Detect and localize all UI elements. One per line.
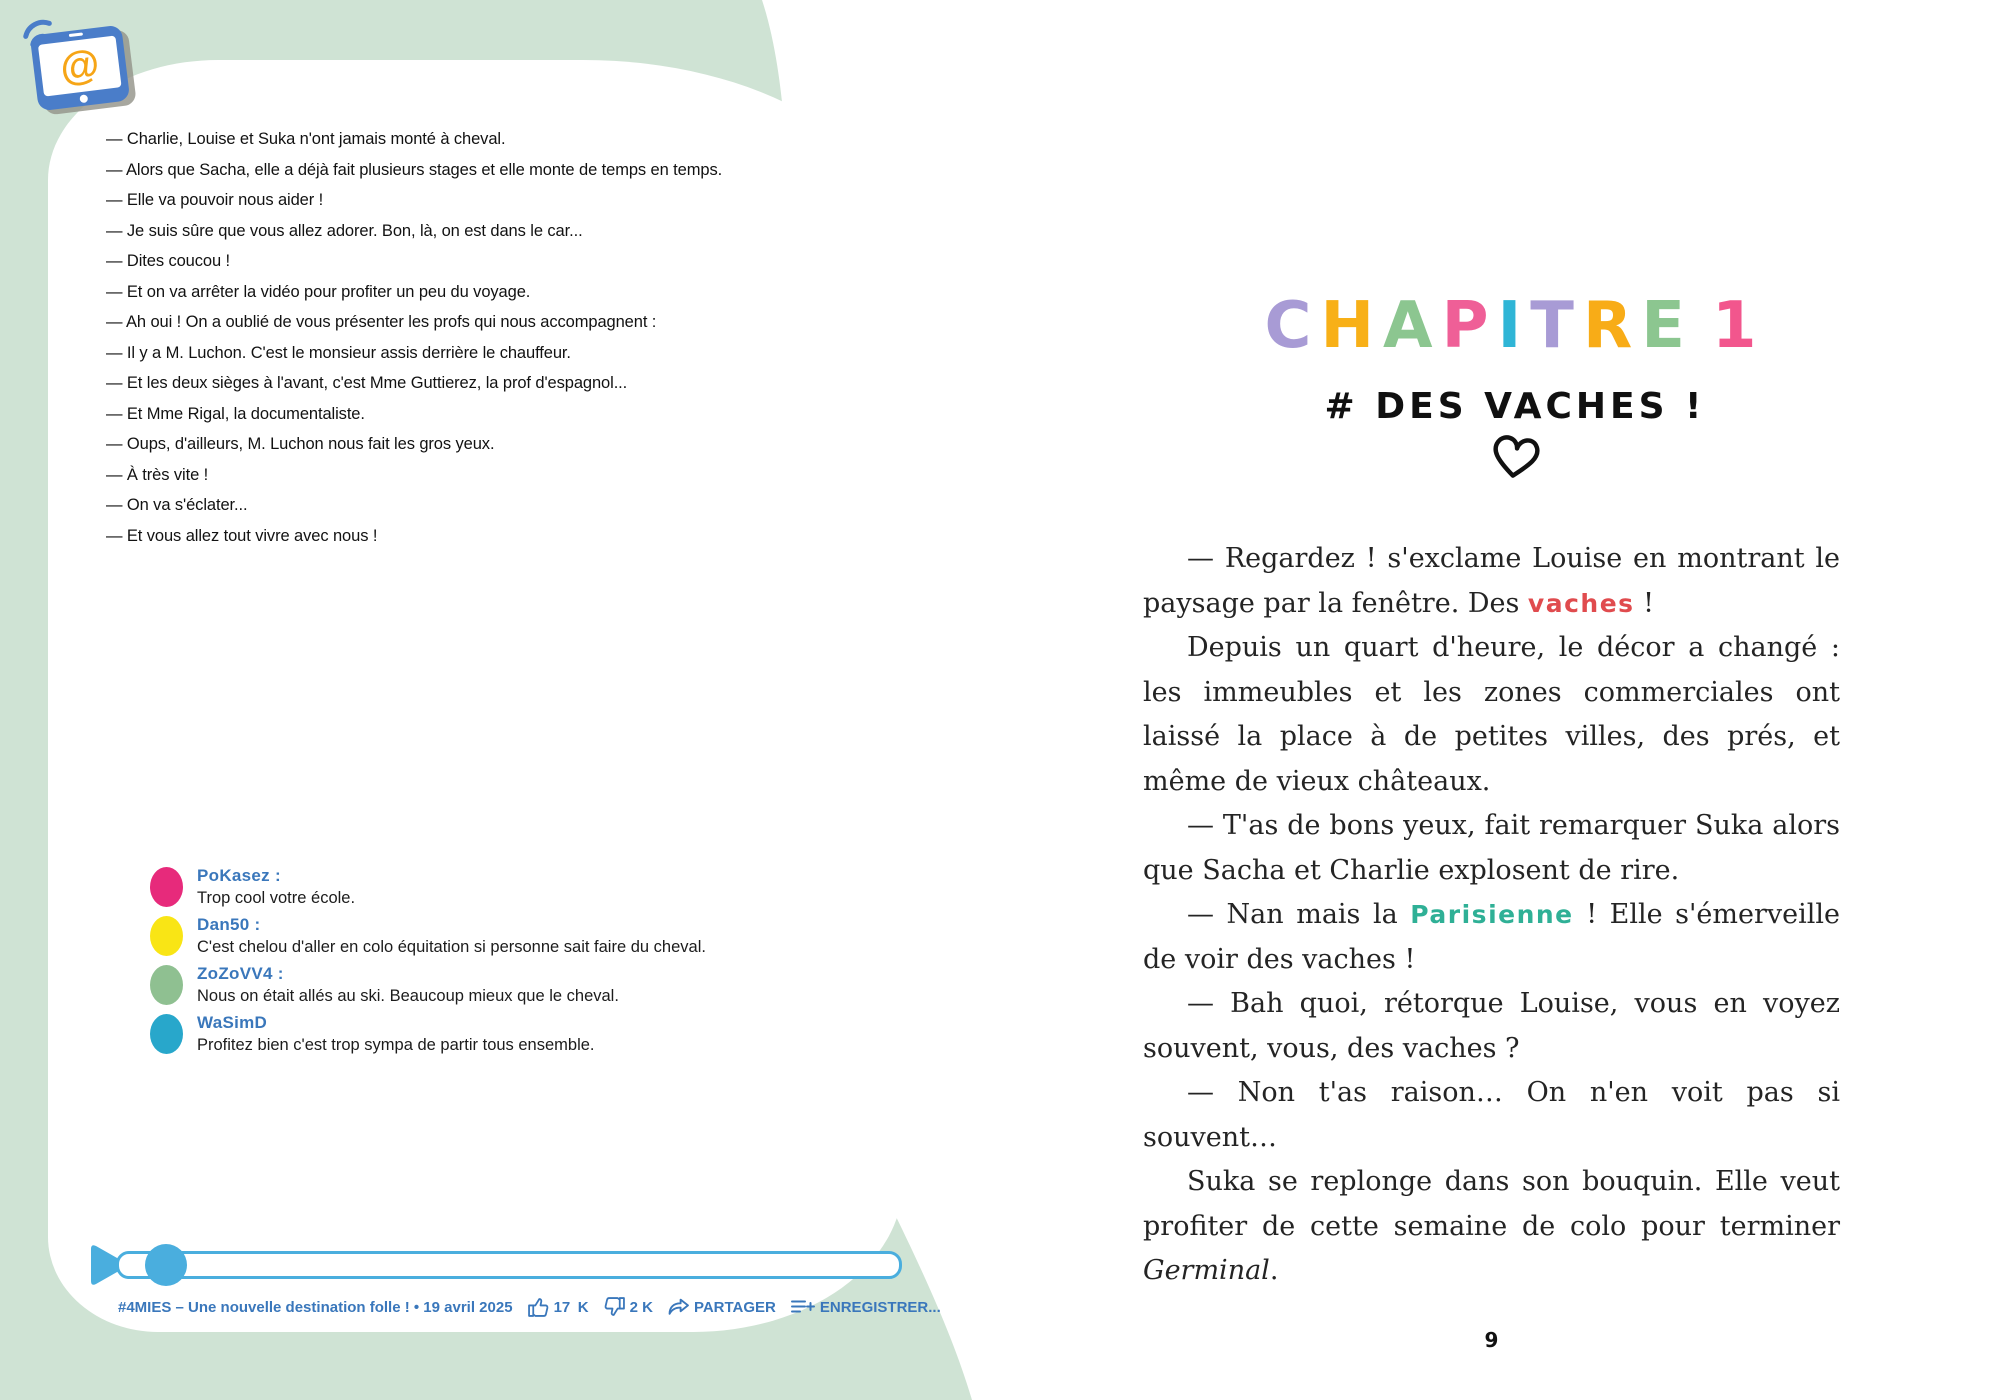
body-paragraph [1143,982,1840,1071]
highlighted-word: Parisienne [1410,900,1574,929]
dialogue-line: — Et les deux sièges à l'avant, c'est Mme Guttierez, la prof d'espagnol... [106,374,628,392]
chapter-title-letter: C [1264,289,1321,363]
body-paragraph [1143,537,1840,626]
body-text: Suka se replonge dans son bouquin. Elle veut profiter de cette semaine de colo pour terminer [1143,1166,1840,1242]
body-paragraph [1143,1160,1840,1294]
thumb-up-icon [528,1297,549,1317]
dialogue-line: — Charlie, Louise et Suka n'ont jamais monté à cheval. [106,130,506,148]
body-text: — Non t'as raison… On n'en voit pas si souvent… [1143,1077,1840,1153]
video-meta-bar [118,1297,941,1317]
body-paragraph [1143,626,1840,804]
body-text: — T'as de bons yeux, fait remarquer Suka alors que Sacha et Charlie explosent de rire. [1143,810,1840,886]
dialogue-line: — Dites coucou ! [106,252,231,270]
comment-content [197,964,619,1006]
comment-content [197,866,355,908]
comment-text: C'est chelou d'aller en colo équitation si personne sait faire du cheval. [197,938,706,956]
chapter-body [1143,537,1840,1294]
chapter-title-letter: 1 [1711,289,1766,363]
tablet-home-button [79,94,88,103]
like-button[interactable] [528,1297,589,1317]
body-text: . [1269,1255,1279,1286]
comment-text: Nous on était allés au ski. Beaucoup mieux que le cheval. [197,987,619,1005]
at-sign-glyph: @ [57,41,102,91]
dislike-count: 2 K [629,1298,653,1316]
chapter-title-letter: E [1641,289,1694,363]
share-button[interactable] [668,1298,776,1316]
comment-text: Trop cool votre école. [197,889,356,907]
like-count: 17 K [553,1298,589,1316]
comment-username: Dan50 : [197,915,261,934]
chapter-title-letter: P [1441,289,1498,363]
share-arrow-icon [668,1298,689,1316]
dialogue-line: — Ah oui ! On a oublié de vous présenter les profs qui nous accompagnent : [106,313,657,331]
chapter-title-letter: I [1497,289,1531,363]
comment-item [150,964,850,1006]
comments-list [150,866,850,1055]
highlighted-word: Germinal [1143,1255,1270,1286]
progress-knob[interactable] [145,1244,187,1286]
dialogue-line: — Et vous allez tout vivre avec nous ! [106,526,378,545]
body-text: ! [1634,587,1654,619]
dialogue-line: — Et Mme Rigal, la documentaliste. [106,404,365,423]
playlist-add-icon [791,1299,815,1316]
comment-content [197,915,706,957]
body-paragraph [1143,1071,1840,1160]
chapter-title-letter: H [1320,289,1384,363]
dialogue-line: — Alors que Sacha, elle a déjà fait plusieurs stages et elle monte de temps en temps. [106,160,723,179]
dialogue-line: — Et on va arrêter la vidéo pour profiter un peu du voyage. [106,282,531,301]
progress-bar[interactable] [116,1251,902,1279]
dialogue-block [106,124,731,551]
highlighted-word: vaches [1527,588,1635,618]
body-text: — Bah quoi, rétorque Louise, vous en voyez souvent, vous, des vaches ? [1143,988,1840,1064]
tablet-at-icon [30,25,131,112]
share-label: PARTAGER [693,1298,776,1316]
body-text: — Nan mais la [1187,899,1411,930]
video-title: #4MIES – Une nouvelle destination folle ! • 19 avril 2025 [118,1298,513,1316]
chapter-title-letter: A [1383,289,1442,363]
dialogue-line: — On va s'éclater... [106,496,248,514]
body-text: ! Elle s'émerveille de voir des vaches ! [1143,899,1840,975]
comment-avatar [150,867,183,907]
body-text: Depuis un quart d'heure, le décor a changé : les immeubles et les zones commerciales ont laissé la place à de petites villes, des prés, et même de vieux châteaux. [1143,632,1840,797]
dialogue-line: — À très vite ! [106,465,209,484]
body-paragraph [1143,804,1840,893]
tablet-camera [69,32,83,37]
dialogue-line: — Elle va pouvoir nous aider ! [106,191,324,209]
chapter-title [1143,289,1887,363]
comment-username: ZoZoVV4 : [197,964,284,983]
tablet-screen [38,35,122,96]
body-paragraph [1143,893,1840,982]
dislike-button[interactable] [604,1297,653,1317]
page-number: 9 [1484,1328,1499,1352]
chapter-title-letter: T [1530,289,1583,363]
chapter-title-letter: R [1582,289,1642,363]
dialogue-line: — Je suis sûre que vous allez adorer. Bon, là, on est dans le car... [106,221,583,240]
comment-item [150,1013,850,1055]
comment-username: WaSimD [197,1013,268,1032]
save-label: ENREGISTRER... [819,1298,941,1316]
body-text: — Regardez ! s'exclame Louise en montrant le paysage par la fenêtre. Des [1143,543,1840,619]
comment-text: Profitez bien c'est trop sympa de partir tous ensemble. [197,1036,595,1054]
dialogue-line: — Il y a M. Luchon. C'est le monsieur assis derrière le chauffeur. [106,343,571,362]
tablet-body [30,25,131,112]
chapter-subtitle: # DES VACHES ! [1324,386,1706,427]
thumb-down-icon [604,1297,625,1317]
comment-username: PoKasez : [197,866,281,885]
dialogue-line: — Oups, d'ailleurs, M. Luchon nous fait les gros yeux. [106,435,495,453]
comment-avatar [150,1014,183,1054]
save-button[interactable] [791,1299,941,1316]
heart-icon [1480,422,1549,493]
comment-avatar [150,916,183,956]
comment-item [150,915,850,957]
comment-content [197,1013,595,1055]
comment-avatar [150,965,183,1005]
comment-item [150,866,850,908]
